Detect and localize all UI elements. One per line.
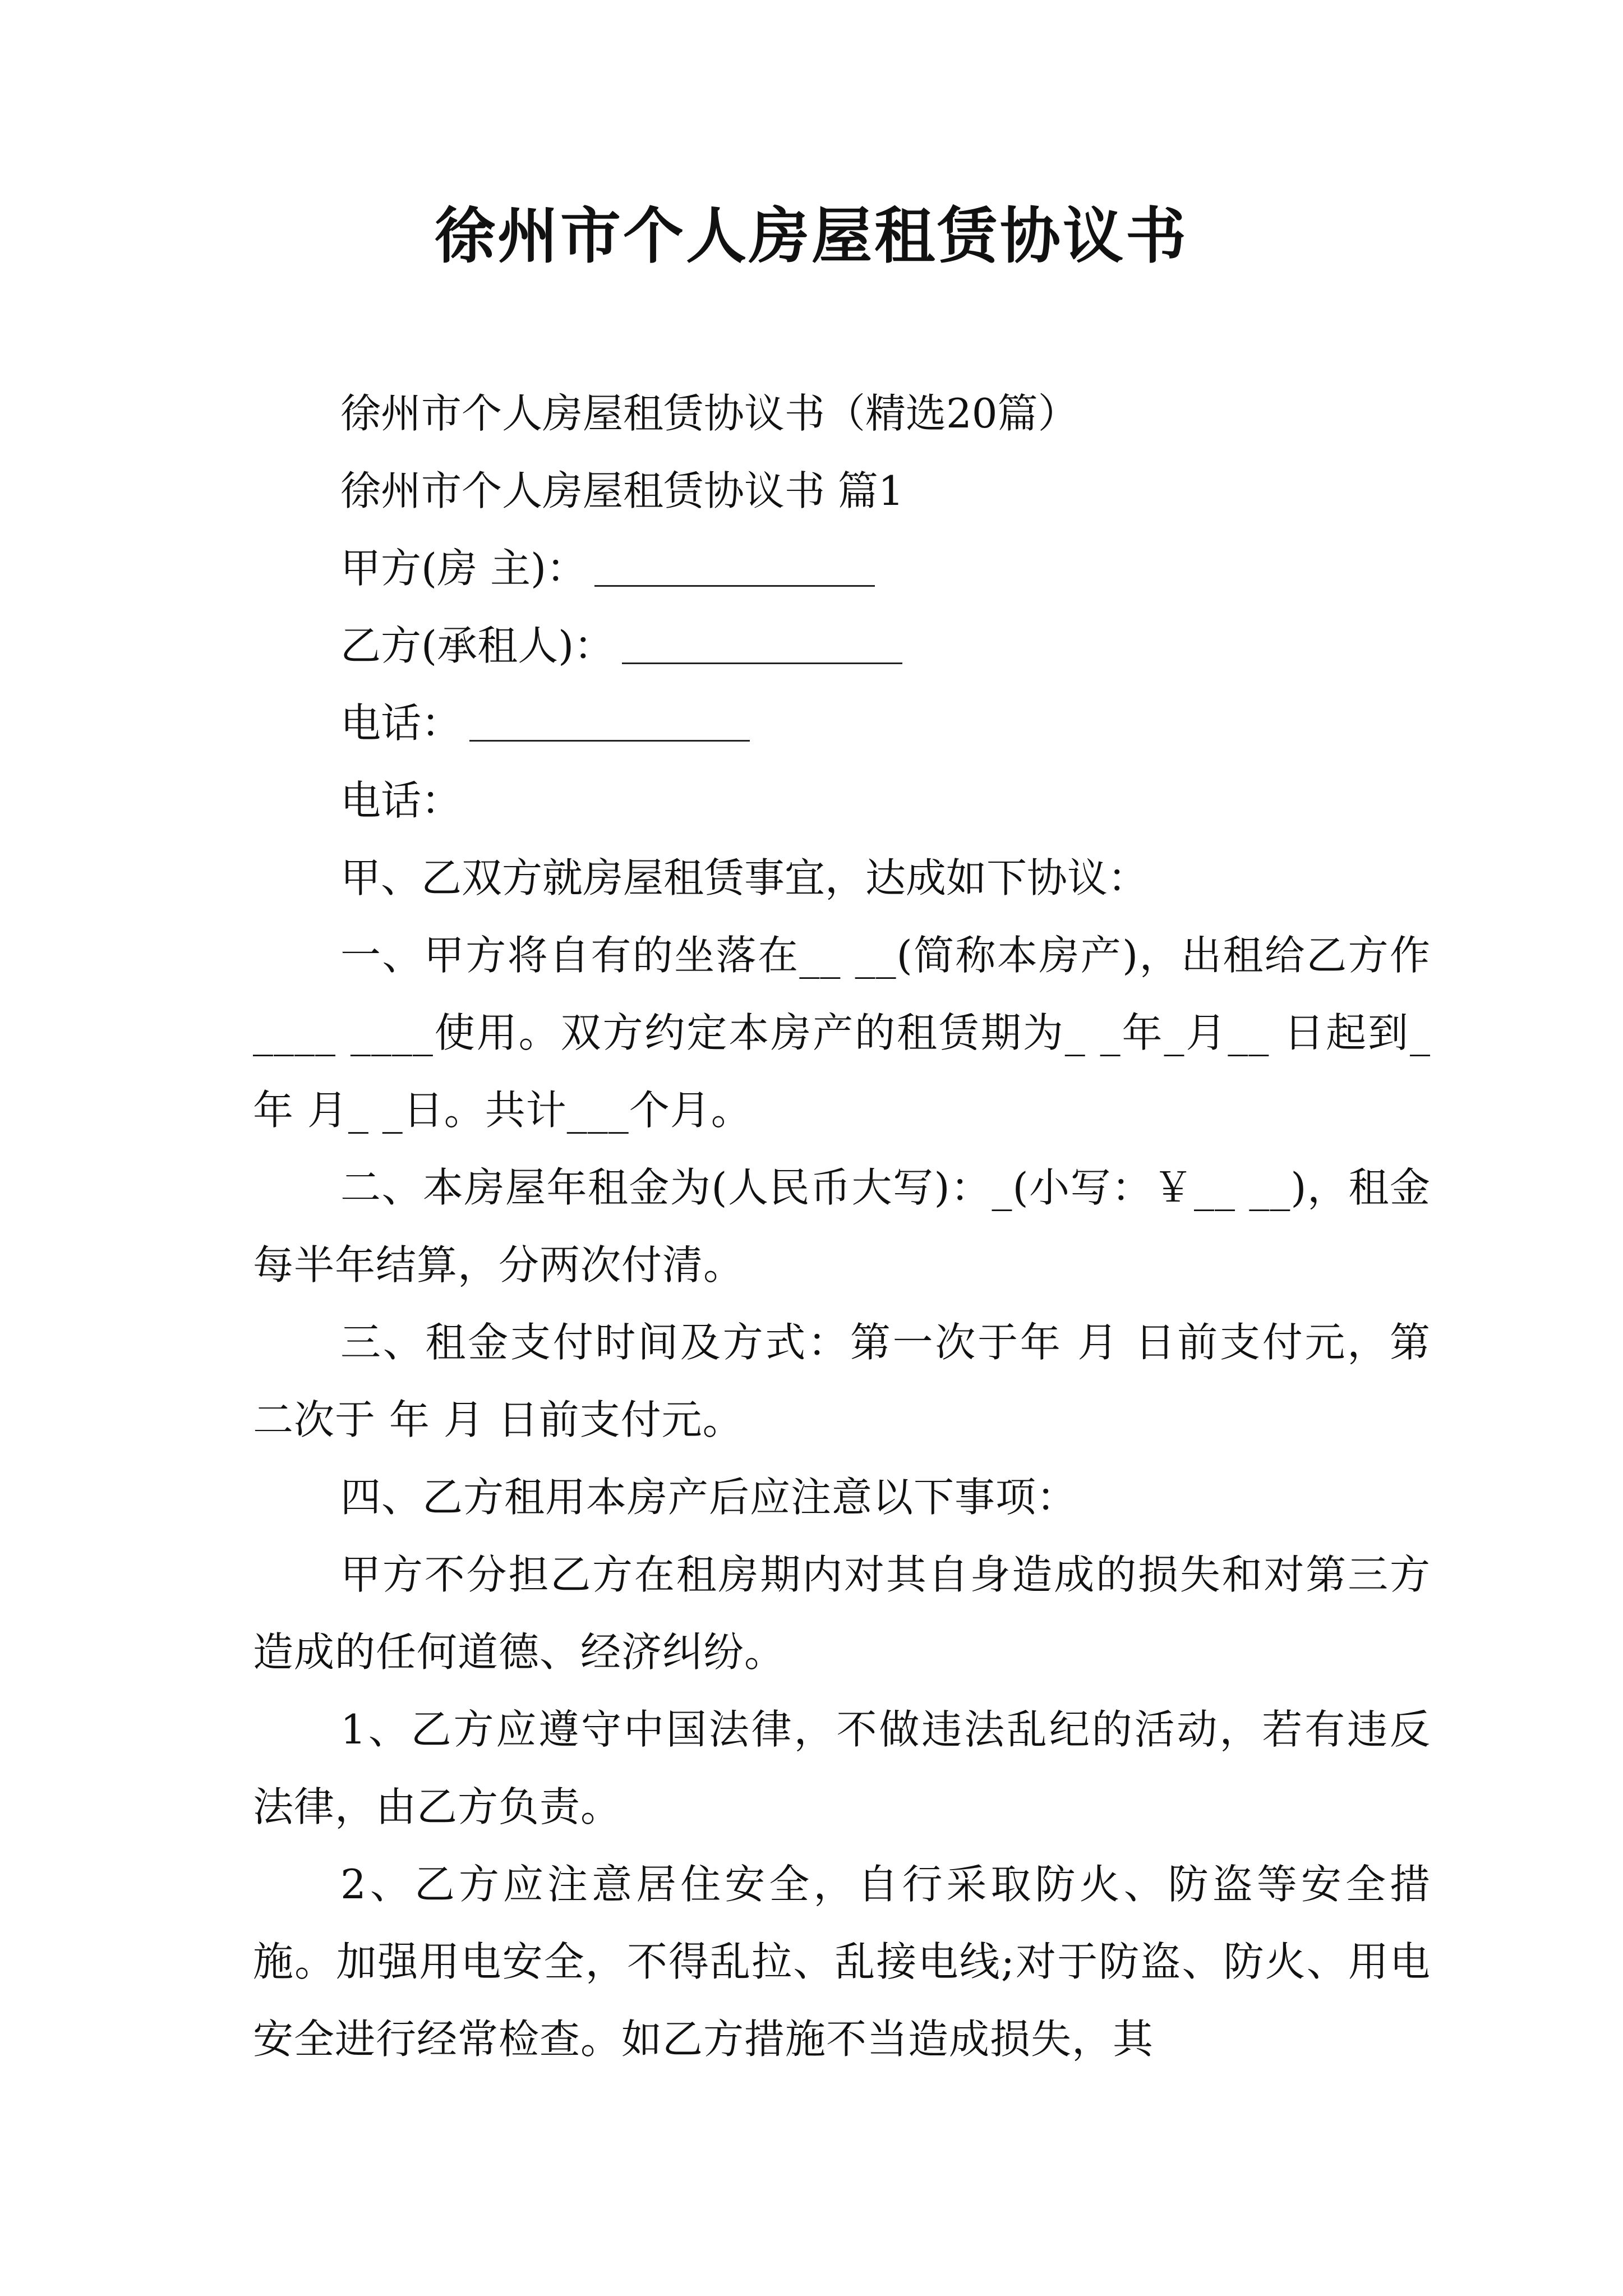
party-a-blank <box>594 544 875 587</box>
intro-paragraph: 甲、乙双方就房屋租赁事宜，达成如下协议： <box>340 854 1149 901</box>
item-2-paragraph: 2、乙方应注意居住安全，自行采取防火、防盗等安全措施。加强用电安全，不得乱拉、乱接电线;对于防盗、防火、用电安全进行经常检查。如乙方措施不当造成损失，其 <box>253 1861 1431 2063</box>
liability-paragraph: 甲方不分担乙方在租房期内对其自身造成的损失和对第三方造成的任何道德、经济纠纷。 <box>253 1551 1431 1676</box>
phone-field-2 <box>253 762 1431 839</box>
phone-label-1: 电话： <box>340 700 462 747</box>
party-b-blank <box>622 621 902 664</box>
document-body <box>253 375 1431 2078</box>
item-1-paragraph: 1、乙方应遵守中国法律，不做违法乱纪的活动，若有违反法律，由乙方负责。 <box>253 1706 1431 1830</box>
clause-1-paragraph: 一、甲方将自有的坐落在__ __(简称本房产)，出租给乙方作____ ____使用。双方约定本房产的租赁期为_ _年_月__ 日起到_年 月_ _日。共计___个月。 <box>253 932 1431 1134</box>
party-b-field <box>253 607 1431 684</box>
section-heading: 徐州市个人房屋租赁协议书 篇1 <box>340 467 904 514</box>
party-a-field <box>253 530 1431 607</box>
clause-4-paragraph: 四、乙方租用本房产后应注意以下事项： <box>340 1474 1078 1521</box>
party-b-label: 乙方(承租人)： <box>340 622 615 669</box>
collection-subtitle: 徐州市个人房屋租赁协议书（精选20篇） <box>340 390 1078 437</box>
phone-label-2: 电话： <box>340 777 462 824</box>
party-a-label: 甲方(房 主)： <box>340 545 587 592</box>
clause-3-paragraph: 三、租金支付时间及方式：第一次于年 月 日前支付元，第二次于 年 月 日前支付元。 <box>253 1319 1431 1443</box>
document-title: 徐州市个人房屋租赁协议书 <box>434 201 1188 272</box>
clause-2-paragraph: 二、本房屋年租金为(人民币大写)：_(小写：￥__ __)，租金每半年结算，分两次付清。 <box>253 1164 1431 1289</box>
phone-field-1 <box>253 684 1431 762</box>
phone-blank-1 <box>469 698 750 742</box>
